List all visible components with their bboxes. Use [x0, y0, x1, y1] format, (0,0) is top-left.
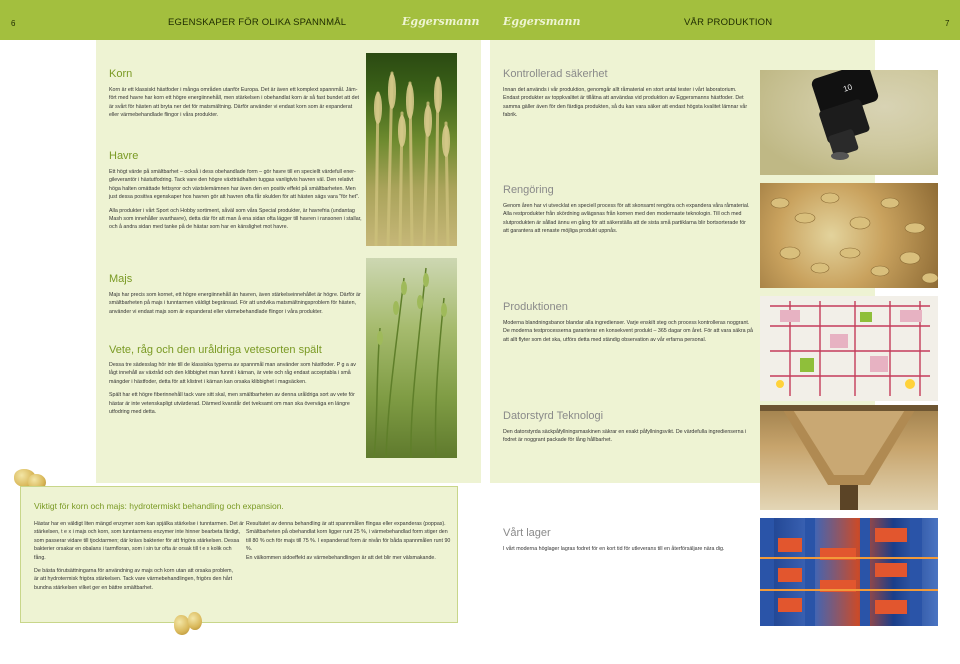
production-schematic-image: [760, 296, 938, 401]
vete-heading: Vete, råg och den uråldriga vetesorten spält: [109, 344, 322, 356]
info-box: [20, 486, 458, 623]
page-number-right: 7: [945, 19, 950, 28]
lager-text: I vårt moderna höglager lagras fodret för en kort tid för utleverans till en återförsäljare nära dig.: [503, 546, 725, 552]
rengoring-heading: Rengöring: [503, 184, 554, 196]
info-box-column-2: Resultatet av denna behandling är att spannmålen flingas eller expanderas (poppas). Smältbarheten på obehandlat korn ligger runt 25 %, i värmebehandlad form stiger den till 80 % och för majs till 75 %. I expanderad form är nivån för båda spannmålen runt 90 %. En välkommen sidoeffekt av värmebehandlingen är att det blir mer välsmakande.: [246, 521, 451, 561]
havre-text: Ett högt värde på smältbarhet – också i dess obehandlade form – gör havre till en speciellt värdefull ener- gileverantör i hästutfodring. Tack vare den högre växtträdhalten tuggas vanligtvis havren väl. Den relativt höga halten omättade fettsyror och växtslemämnen har även den en positiv effekt på smältbarheten. Men just dessa positiva egenskaper hos havren gör att havren ofta får skulden för att hästen sägs vara "för het". Alla produkter i vårt Sport och Hobby sortiment, såväl som våra Special produkter, är havrefria (undantag Mash som innehåller svarthavre), detta där för att man å ena sidan ofta lägger till havren i ransonen i stallar, och å andra sidan med tanke på de hästar som har en känslighet mot havre.: [109, 169, 362, 231]
sakerhet-heading: Kontrollerad säkerhet: [503, 68, 608, 80]
grain-close-up-photo: [760, 183, 938, 288]
brand-logo-left: Eggersmann: [402, 15, 480, 28]
majs-text: Majs har precis som kornet, ett högre energiinnehåll än havren, även stärkelseinnehållet är högre. Därför är smältbarheten på majs i tunntarmen väldigt begränsad. För att undvika matsmältningsproblem för hästen, använder vi endast majs som är expanderat eller värmebehandlade flingor i våra produkter.: [109, 292, 361, 315]
havre-heading: Havre: [109, 150, 139, 162]
sakerhet-text: Innan det används i vår produktion, genomgår allt råmaterial en stort antal tester i vårt laboratorium. Endast produkter av toppkvalitet är tillåtna att användas vid produktion av Eggersmanns hästfoder. Det samma gäller även för den färdiga produkten, så du kan vara säker att endast högsta kvalitet lämnar vår fabrik.: [503, 87, 748, 119]
lager-heading: Vårt lager: [503, 527, 551, 539]
info-box-heading: Viktigt för korn och majs: hydrotermiskt behandling och expansion.: [34, 501, 284, 511]
corn-kernel-icon: [188, 612, 202, 630]
korn-text: Korn är ett klassiskt hästfoder i många områden utanför Europa. Det är även ett komplext spannmål. Jäm- fört med havre har korn ett högre energiinnehåll, men stärkelsen i obehandlat korn är så fast bundet att det är svårt för hästen att bryta ner det för matsmältning. Därför använder vi endast korn som är expanderat eller värmebehandlade flingor i våra produkter.: [109, 87, 359, 119]
korn-heading: Korn: [109, 68, 133, 80]
warehouse-shelves-photo: [760, 518, 938, 626]
brand-logo-right: Eggersmann: [503, 15, 581, 28]
svg-text:10: 10: [842, 82, 854, 94]
datorstyrd-text: Den datorstyrda säckpåfyllningsmaskinen säkrar en exakt påfyllningsvikt. De värdefulla ingredienserna i fodret är noggrant packade för lång hållbarhet.: [503, 429, 747, 444]
microscope-photo: [760, 70, 938, 175]
datorstyrd-heading: Datorstyrd Teknologi: [503, 410, 604, 422]
header-band: [0, 0, 960, 40]
vete-text: Dessa tre sädesslag hör inte till de klassiska typerna av spannmål man använder som hästfoder. P g a av lågt innehåll av växtråd och den klibbighet man funnit i kärnan, är vete och råg endast acceptabla i små mängder i hästfoder, detta för att klistret i kärnan kan orsaka klibbighet i magsäcken. Spält har ett högre fiberinnehåll tack vare sitt skal, men smältbarheten av denna uråldriga sort av vete för hästar är inte vetenskapligt utvärderad. Därmed kvarstår det tveksamt om man ska överväga en längre utfodring med detta.: [109, 362, 356, 416]
page-number-left: 6: [11, 19, 16, 28]
produktionen-heading: Produktionen: [503, 301, 568, 313]
rengoring-text: Genom åren har vi utvecklat en speciell process för att skonsamt rengöra och expandera våra råmaterial. Alla restprodukter från skördning avlägsnas från kornen med den modernaste teknologin. Till och med slutprodukten är sållad ännu en gång för att säkerställa att de sista små partiklarna blir bortsorterade för att garantera att renaste möjliga produkt uppnås.: [503, 203, 750, 235]
oat-plants-photo: [366, 258, 457, 458]
wheat-field-photo: [366, 53, 457, 246]
section-title-left: EGENSKAPER FÖR OLIKA SPANNMÅL: [168, 17, 347, 28]
info-box-column-1: Hästar har en väldigt liten mängd enzymer som kan spjälka stärkelse i tunntarmen. Det är stärkelsen, t e x i majs och korn, som tunntarmens enzymer inte hinner bearbeta färdigt, som passerar vidare till tjocktarmen; där krävs bakterier för att frigöra stärkelsen. Dessa bakterier orsakar en obalans i tarmfloran, som i sin tur ofta är orsak till t e x kolik och fång. De bästa förutsättningarna för användning av majs och korn utan att orsaka problem, är att hydrotermisk frigöra stärkelsen. Tack vare värmebehandlingen, frigörs den hårt bundna stärkelsen vilket ger en bättre smältbarhet.: [34, 521, 244, 591]
majs-heading: Majs: [109, 273, 133, 285]
bagging-machine-photo: [760, 405, 938, 510]
section-title-right: VÅR PRODUKTION: [684, 17, 773, 28]
produktionen-text: Moderna blandningsbanor blandar alla ingredienser. Varje enskilt steg och process kontrolleras noggrant. De moderna testprocesserna garanterar en konsekvent produkt – 365 dagar om året. För att vara säkra på att allt flyter som det ska, utförs detta med ständig observation av vår erfarna personal.: [503, 320, 753, 343]
